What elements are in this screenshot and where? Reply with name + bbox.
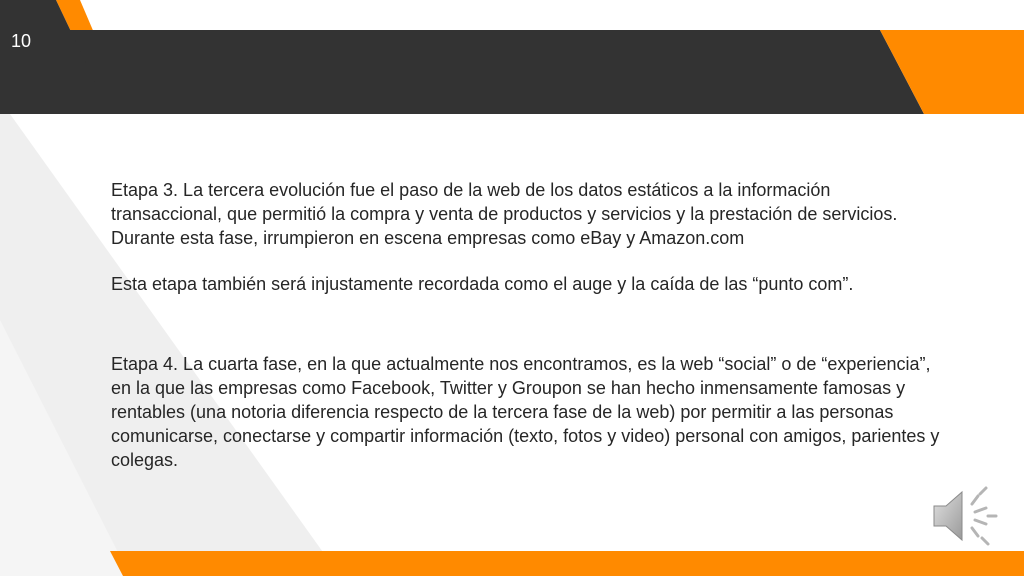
dark-header-band [0, 30, 924, 114]
paragraph-etapa-3: Etapa 3. La tercera evolución fue el paso de la web de los datos estáticos a la información transaccional, que permitió la compra y venta de productos y servicios y la prestación de servicios. Durante esta fase, irrumpieron en escena empresas como eBay y Amazon.com [111, 180, 898, 248]
slide-number: 10 [11, 31, 32, 51]
paragraph-etapa-4: Etapa 4. La cuarta fase, en la que actualmente nos encontramos, es la web “social” o de “experiencia”, en la que las empresas como Facebook, Twitter y Groupon se han hecho inmensamente famosas y rentables (una notoria diferencia respecto de la tercera fase de la web) por permitir a las personas comunicarse, conectarse y compartir información (texto, fotos y video) personal con amigos, parientes y colegas. [111, 354, 940, 470]
speaker-icon[interactable] [928, 484, 1000, 548]
orange-footer-band [110, 551, 1024, 576]
paragraph-punto-com: Esta etapa también será injustamente recordada como el auge y la caída de las “punto com”. [111, 274, 854, 294]
